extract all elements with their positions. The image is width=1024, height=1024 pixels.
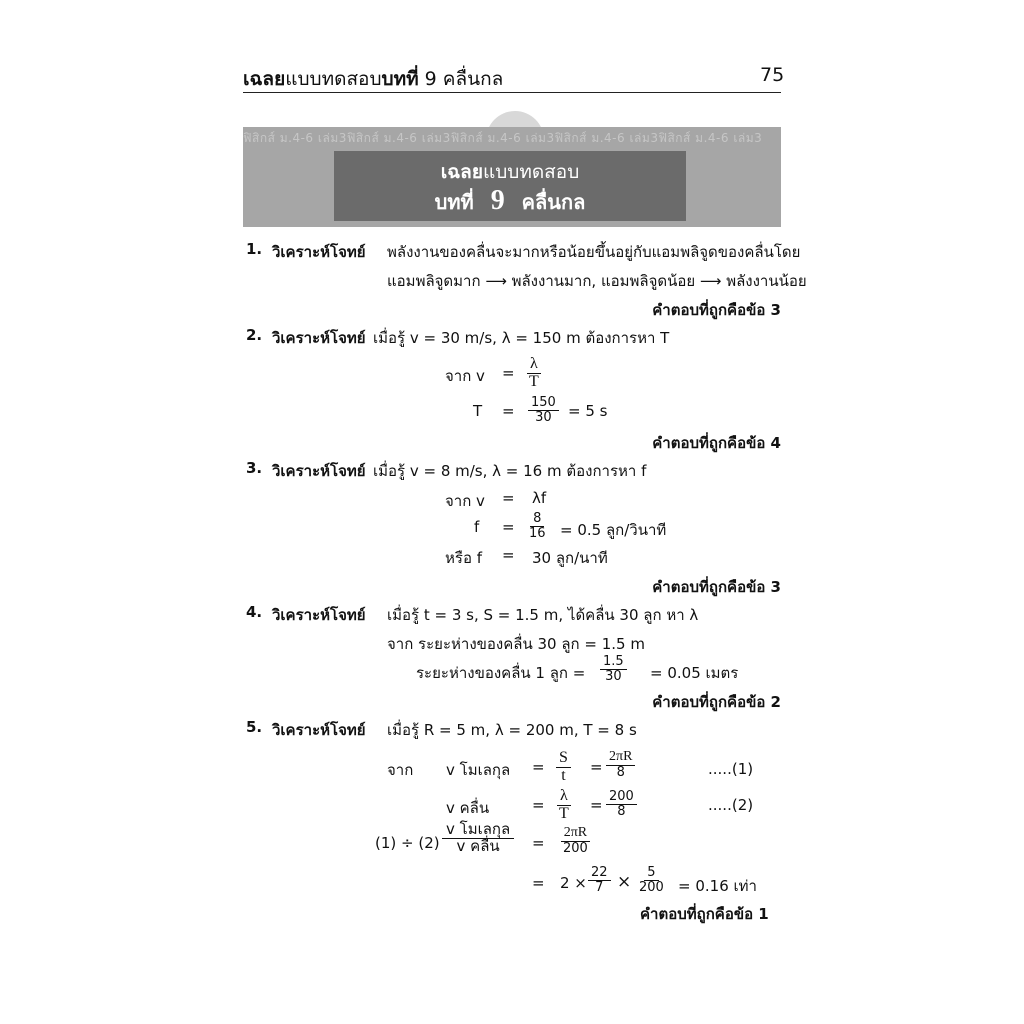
q5-row2-fraction-2 xyxy=(606,790,637,818)
q5-label: วิเคราะห์โจทย์ xyxy=(272,721,366,739)
q5-row2-lhs: v คลื่น xyxy=(446,799,490,817)
q1-line-2: แอมพลิจูดมาก ⟶ พลังงานมาก, แอมพลิจูดน้อย ⟶ พลังงานน้อย xyxy=(387,272,807,290)
q2-row2-result: = 5 s xyxy=(568,402,608,420)
q5-row2-denominator-1: T xyxy=(559,804,569,822)
q3-answer: คำตอบที่ถูกคือข้อ 3 xyxy=(652,578,781,596)
q5-row3-numerator: v โมเลกุล xyxy=(442,822,514,839)
q1-answer: คำตอบที่ถูกคือข้อ 3 xyxy=(652,301,781,319)
q5-row3-numerator-rhs: 2πR xyxy=(561,826,590,842)
q4-row2-lhs: ระยะห่างของคลื่น 1 ลูก = xyxy=(416,664,586,682)
q2-answer: คำตอบที่ถูกคือข้อ 4 xyxy=(652,434,781,452)
q5-row4-fraction-1 xyxy=(588,866,611,894)
q3-row2-numerator: 8 xyxy=(530,512,544,527)
q1-label: วิเคราะห์โจทย์ xyxy=(272,243,366,261)
q2-row2-lhs: T xyxy=(473,402,483,420)
q3-row3-lhs: หรือ f xyxy=(445,549,483,567)
q5-row4-numerator-1: 22 xyxy=(588,866,611,881)
q1-line-1: พลังงานของคลื่นจะมากหรือน้อยขึ้นอยู่กับแอมพลิจูดของคลื่นโดย xyxy=(387,243,801,261)
q5-row4-term: 2 × xyxy=(560,874,587,892)
q3-row2-eq: = xyxy=(502,518,515,536)
header-rule xyxy=(243,92,781,93)
header-mid: แบบทดสอบ xyxy=(285,68,382,90)
q4-row2-fraction xyxy=(600,655,627,683)
q3-row2-denominator: 16 xyxy=(529,525,546,541)
q5-row2-denominator-2: 8 xyxy=(617,803,626,819)
q5-row1-numerator-1: S xyxy=(556,750,571,768)
q5-row1-denominator-2: 8 xyxy=(616,764,625,780)
running-header xyxy=(243,64,503,94)
chapter-banner xyxy=(243,127,781,227)
q3-label: วิเคราะห์โจทย์ xyxy=(272,462,366,480)
q5-row4-eq: = xyxy=(532,874,545,892)
q3-row2-fraction xyxy=(526,512,549,540)
q4-row1: จาก ระยะห่างของคลื่น 30 ลูก = 1.5 m xyxy=(387,635,645,653)
q4-given: เมื่อรู้ t = 3 s, S = 1.5 m, ได้คลื่น 30 ลูก หา λ xyxy=(387,606,699,624)
q2-row1-fraction xyxy=(526,356,542,391)
q5-answer: คำตอบที่ถูกคือข้อ 1 xyxy=(640,905,769,923)
q4-row2-denominator: 30 xyxy=(605,668,622,684)
q5-row2-numerator-2: 200 xyxy=(606,790,637,805)
q3-row3-rhs: 30 ลูก/นาที xyxy=(532,549,608,567)
banner-chapter-number: 9 xyxy=(490,185,505,216)
q5-row1-tag: .....(1) xyxy=(708,760,754,778)
q2-row2-denominator: 30 xyxy=(535,409,552,425)
q5-row3-prefix: (1) ÷ (2) xyxy=(375,834,440,852)
q2-row1-eq: = xyxy=(502,364,515,382)
q3-row1-eq: = xyxy=(502,489,515,507)
q3-row2-result: = 0.5 ลูก/วินาที xyxy=(560,521,667,539)
q5-row1-eq2: = xyxy=(590,758,603,776)
q5-row3-fraction xyxy=(442,822,514,855)
banner-bold-word: เฉลย xyxy=(440,161,483,183)
banner-line-2 xyxy=(334,185,686,218)
q5-row2-eq: = xyxy=(532,796,545,814)
q5-row1-lhs: v โมเลกุล xyxy=(446,761,511,779)
q4-answer: คำตอบที่ถูกคือข้อ 2 xyxy=(652,693,781,711)
q4-number: 4. xyxy=(246,603,263,621)
q5-row4-denominator-2: 200 xyxy=(639,879,664,895)
q5-row1-fraction-1 xyxy=(556,750,571,785)
q5-given: เมื่อรู้ R = 5 m, λ = 200 m, T = 8 s xyxy=(387,721,637,739)
q2-number: 2. xyxy=(246,326,263,344)
q2-row2-fraction xyxy=(528,396,559,424)
q5-row4-numerator-2: 5 xyxy=(644,866,658,881)
q5-row4-result: = 0.16 เท่า xyxy=(678,877,757,895)
banner-watermark: ฟิสิกส์ ม.4-6 เล่ม3ฟิสิกส์ ม.4-6 เล่ม3ฟิสิกส์ ม.4-6 เล่ม3ฟิสิกส์ ม.4-6 เล่ม3ฟิสิกส์ ม.4-6 เล่ม3 xyxy=(243,131,763,145)
q3-row3-eq: = xyxy=(502,546,515,564)
q5-row3-fraction-rhs xyxy=(560,826,591,855)
q5-row4-fraction-2 xyxy=(636,866,667,894)
q5-row2-eq2: = xyxy=(590,796,603,814)
q5-row4-denominator-1: 7 xyxy=(595,879,604,895)
q3-given: เมื่อรู้ v = 8 m/s, λ = 16 m ต้องการหา f xyxy=(373,462,647,480)
q2-row2-numerator: 150 xyxy=(528,396,559,411)
q2-row1-numerator: λ xyxy=(527,356,541,374)
q5-number: 5. xyxy=(246,718,263,736)
q3-row1-lhs: จาก v xyxy=(445,492,485,510)
q5-row1-from: จาก xyxy=(387,761,414,779)
q3-row2-lhs: f xyxy=(474,518,480,536)
q2-row2-eq: = xyxy=(502,402,515,420)
header-rest: 9 คลื่นกล xyxy=(418,68,504,90)
banner-chapter-title: คลื่นกล xyxy=(521,190,586,214)
q2-given: เมื่อรู้ v = 30 m/s, λ = 150 m ต้องการหา T xyxy=(373,329,670,347)
q2-label: วิเคราะห์โจทย์ xyxy=(272,329,366,347)
q4-row2-result: = 0.05 เมตร xyxy=(650,664,739,682)
header-bold-2: บทที่ xyxy=(381,68,419,90)
q4-row2-numerator: 1.5 xyxy=(600,655,627,670)
q3-number: 3. xyxy=(246,459,263,477)
q5-row3-denominator-rhs: 200 xyxy=(563,840,588,856)
q5-row2-tag: .....(2) xyxy=(708,796,754,814)
banner-word: แบบทดสอบ xyxy=(482,161,580,183)
q2-row1-lhs: จาก v xyxy=(445,367,485,385)
banner-inner-box xyxy=(334,151,686,221)
q5-row1-eq: = xyxy=(532,758,545,776)
q3-row1-rhs: λf xyxy=(532,489,547,507)
q5-row3-eq: = xyxy=(532,834,545,852)
q5-row2-fraction-1 xyxy=(556,788,572,823)
header-bold-1: เฉลย xyxy=(243,68,286,90)
q5-row3-denominator: v คลื่น xyxy=(456,836,500,855)
page-number: 75 xyxy=(760,64,785,86)
banner-line-1 xyxy=(334,157,686,187)
q2-row1-denominator: T xyxy=(529,372,539,390)
q5-row1-numerator-2: 2πR xyxy=(606,750,635,766)
q5-row2-numerator-1: λ xyxy=(557,788,571,806)
q5-row4-times: × xyxy=(617,872,632,892)
q5-row1-denominator-1: t xyxy=(561,766,566,784)
q1-number: 1. xyxy=(246,240,263,258)
q5-row1-fraction-2 xyxy=(606,750,635,779)
banner-chapter-word: บทที่ xyxy=(434,190,474,214)
q4-label: วิเคราะห์โจทย์ xyxy=(272,606,366,624)
